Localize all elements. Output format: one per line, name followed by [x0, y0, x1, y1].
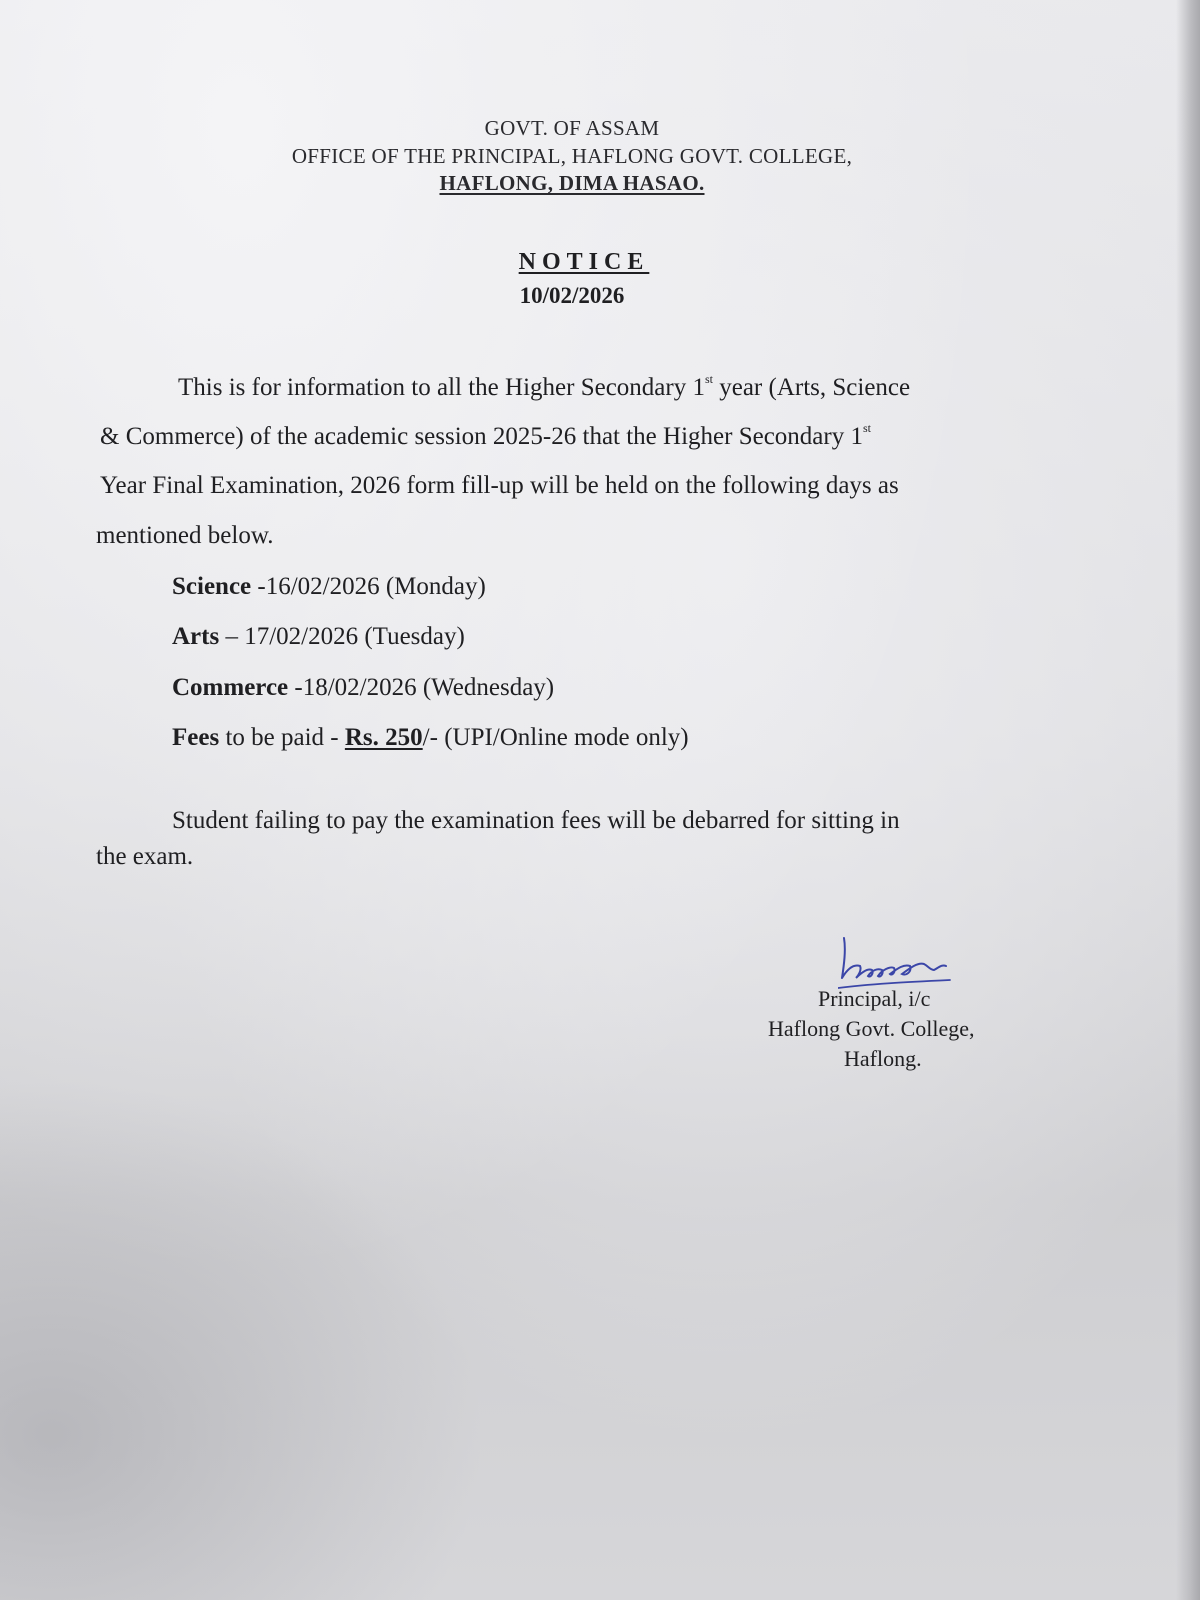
- superscript: st: [862, 421, 871, 435]
- schedule-row: [172, 675, 554, 700]
- schedule-detail: – 17/02/2026 (Tuesday): [219, 623, 465, 650]
- body-line-2-text: & Commerce) of the academic session 2025-26 that the Higher Secondary 1: [100, 423, 863, 450]
- body-line-1-text: This is for information to all the Higher Secondary 1: [178, 374, 705, 401]
- paper-edge: [1176, 0, 1200, 1600]
- notice-date: 10/02/2026: [519, 283, 625, 308]
- schedule-detail: -18/02/2026 (Wednesday): [288, 674, 555, 701]
- header-office: OFFICE OF THE PRINCIPAL, HAFLONG GOVT. COLLEGE,: [291, 144, 853, 168]
- fees-label: Fees: [172, 724, 220, 751]
- shadow: [0, 1050, 520, 1600]
- notice-title: NOTICE: [518, 249, 650, 275]
- schedule-stream: Science: [172, 573, 252, 600]
- schedule-row: [172, 624, 465, 649]
- fees-text: to be paid -: [219, 724, 345, 751]
- header-govt: GOVT. OF ASSAM: [484, 116, 660, 140]
- body-line-3: Year Final Examination, 2026 form fill-up will be held on the following days as: [100, 472, 899, 499]
- body-line-1-end: year (Arts, Science: [719, 374, 911, 401]
- fees-row: [172, 725, 689, 750]
- schedule-detail: -16/02/2026 (Monday): [251, 573, 486, 600]
- schedule-stream: Commerce: [172, 674, 289, 701]
- body-line-2: [100, 421, 871, 450]
- warning-line-1: Student failing to pay the examination fees will be debarred for sitting in: [172, 807, 900, 834]
- body-line-4: mentioned below.: [96, 522, 274, 549]
- body-line-1: [178, 372, 911, 401]
- schedule-stream: Arts: [172, 623, 220, 650]
- warning-line-2: the exam.: [96, 843, 194, 870]
- signatory-title: Principal, i/c: [818, 986, 931, 1011]
- fees-amount: Rs. 250: [344, 724, 423, 751]
- schedule-row: [172, 574, 486, 599]
- fees-text-end: /- (UPI/Online mode only): [422, 724, 689, 751]
- superscript: st: [704, 372, 713, 386]
- signatory-institution: Haflong Govt. College,: [768, 1016, 975, 1041]
- header-place: HAFLONG, DIMA HASAO.: [439, 171, 705, 195]
- signatory-place: Haflong.: [844, 1046, 922, 1071]
